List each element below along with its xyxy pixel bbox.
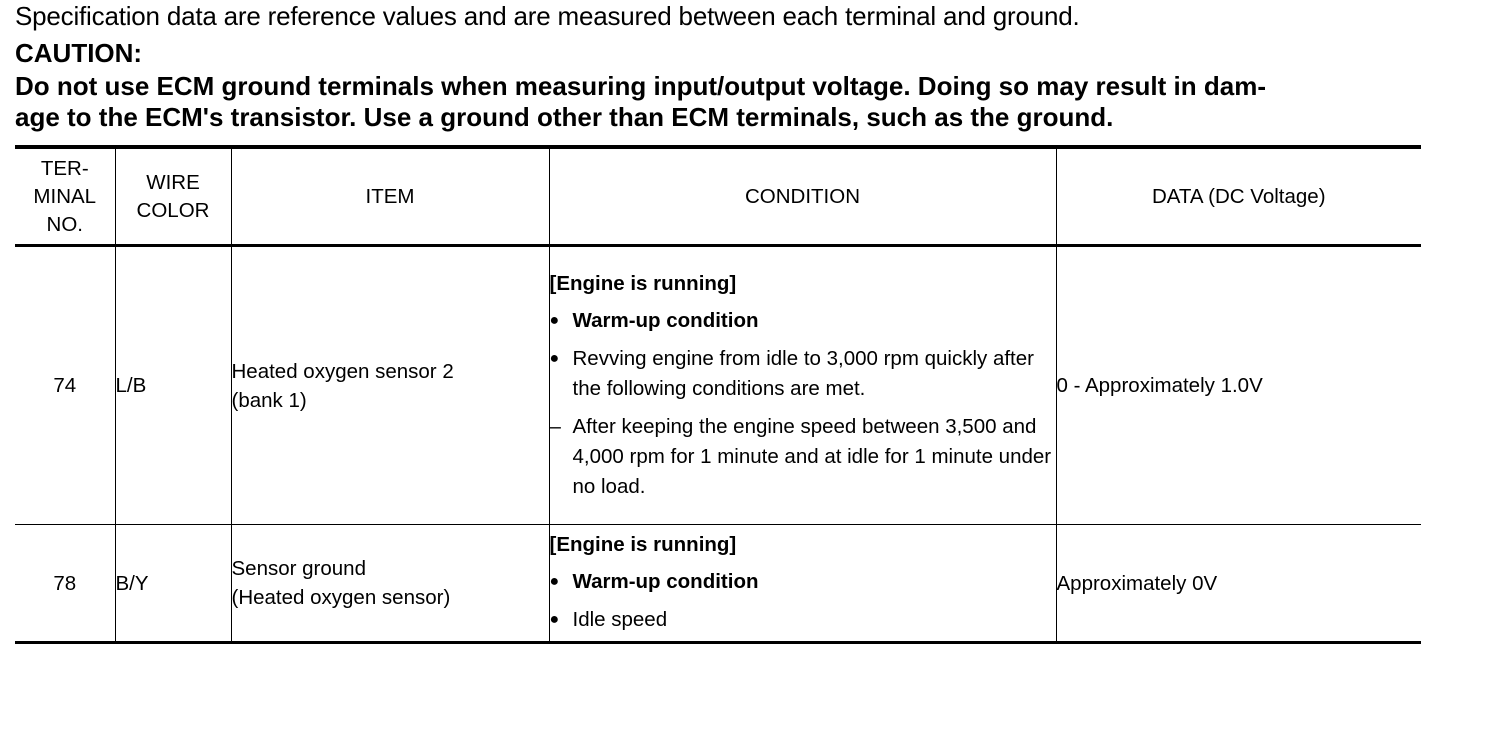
condition-item	[550, 306, 1056, 336]
bullet-icon: ●	[549, 311, 560, 329]
intro-text: Specification data are reference values and are measured between each terminal and ground.	[15, 1, 1080, 31]
header-condition: CONDITION	[549, 147, 1056, 246]
condition-cell	[549, 246, 1056, 525]
data-cell: Approximately 0V	[1056, 525, 1421, 643]
wire-color-cell: L/B	[115, 246, 231, 525]
condition-cell	[549, 525, 1056, 643]
condition-item	[550, 567, 1056, 597]
header-wire-color	[115, 147, 231, 246]
bullet-icon: ●	[549, 573, 560, 590]
condition-item	[550, 344, 1056, 404]
caution-text	[15, 71, 1435, 133]
terminal-no-cell: 74	[53, 374, 77, 397]
table-header-row	[15, 147, 1421, 246]
caution-line-2: age to the ECM's transistor. Use a ground other than ECM terminals, such as the ground.	[15, 102, 1114, 132]
item-cell	[231, 525, 549, 643]
wire-color-cell: B/Y	[115, 525, 231, 643]
condition-text: Revving engine from idle to 3,000 rpm quickly after the following conditions are met.	[572, 346, 1034, 400]
dash-icon: –	[549, 414, 561, 438]
caution-title: CAUTION:	[15, 38, 143, 68]
bullet-icon: ●	[549, 611, 560, 628]
condition-item	[550, 412, 1056, 502]
item-line-1: Sensor ground	[231, 557, 366, 580]
header-terminal-line-3: NO.	[46, 212, 83, 236]
condition-heading: [Engine is running]	[549, 533, 737, 556]
header-wire-line-1: WIRE	[146, 170, 200, 194]
item-line-2: (Heated oxygen sensor)	[231, 586, 451, 609]
caution-line-1: Do not use ECM ground terminals when measuring input/output voltage. Doing so may result in dam-	[15, 71, 1266, 101]
item-line-1: Heated oxygen sensor 2	[231, 359, 454, 383]
header-wire-line-2: COLOR	[136, 198, 210, 222]
condition-text: Idle speed	[572, 608, 668, 631]
table-row	[15, 525, 1421, 643]
condition-text: Warm-up condition	[572, 308, 759, 332]
condition-text: Warm-up condition	[572, 570, 759, 593]
header-item: ITEM	[231, 147, 549, 246]
header-terminal-line-2: MINAL	[33, 184, 97, 208]
condition-item	[550, 605, 1056, 635]
condition-heading: [Engine is running]	[549, 271, 737, 295]
condition-text: After keeping the engine speed between 3,500 and 4,000 rpm for 1 minute and at idle for 1 minute under no load.	[572, 414, 1052, 498]
bullet-icon: ●	[549, 349, 560, 367]
terminal-spec-table	[15, 145, 1421, 644]
data-cell: 0 - Approximately 1.0V	[1056, 246, 1421, 525]
table-row	[15, 246, 1421, 525]
header-data: DATA (DC Voltage)	[1056, 147, 1421, 246]
header-terminal-line-1: TER-	[40, 156, 89, 180]
header-terminal-no	[15, 147, 115, 246]
terminal-no-cell: 78	[53, 571, 77, 595]
item-line-2: (bank 1)	[231, 388, 307, 412]
item-cell	[231, 246, 549, 525]
